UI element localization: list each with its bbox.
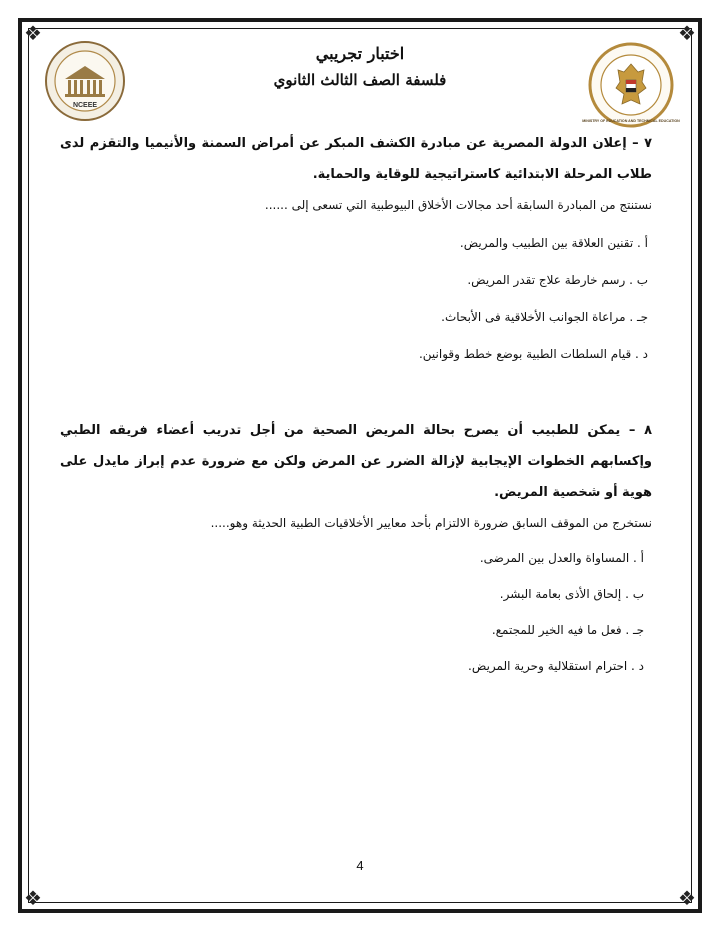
question-heading: ٧ – إعلان الدولة المصرية عن مبادرة الكشف المبكر عن أمراض السمنة والأنيميا والتقزم لدى طلاب المرحلة الابتدائية كاستراتيجية للوقاية والحماية. [60, 136, 652, 182]
ministry-logo [582, 42, 680, 128]
nceee-logo-text: NCEEE [72, 102, 98, 109]
corner-ornament-icon: ❖ [24, 886, 42, 910]
option-b: ب . رسم خارطة علاج تقدر المريض. [467, 273, 648, 287]
exam-header [200, 44, 520, 89]
option-c: جـ . فعل ما فيه الخير للمجتمع. [491, 623, 644, 637]
question-8 [60, 415, 652, 675]
option-a: أ . المساواة والعدل بين المرضى. [479, 551, 644, 565]
question-7 [60, 128, 652, 363]
option-a: أ . تقنين العلاقة بين الطبيب والمريض. [459, 236, 648, 250]
option-c: جـ . مراعاة الجوانب الأخلاقية فى الأبحاث. [441, 310, 648, 324]
nceee-logo [44, 40, 126, 122]
corner-ornament-icon: ❖ [678, 21, 696, 45]
page-number: 4 [356, 858, 364, 873]
corner-ornament-icon: ❖ [678, 886, 696, 910]
exam-title: اختبار تجريبي [315, 44, 405, 63]
option-d: د . قيام السلطات الطبية بوضع خطط وقوانين. [418, 347, 648, 361]
option-b: ب . إلحاق الأذى بعامة البشر. [499, 587, 644, 601]
ministry-logo-text: MINISTRY OF EDUCATION AND TECHNICAL EDUCATION [582, 119, 680, 123]
question-heading: ٨ – يمكن للطبيب أن يصرح بحالة المريض الصحية من أجل تدريب أعضاء فريقه الطبي وإكسابهم الخطوات الإيجابية لإزالة الضرر عن المرض ولكن مع ضرورة عدم إبراز مايدل على هوية أو شخصية المريض. [60, 423, 652, 500]
exam-subject: فلسفة الصف الثالث الثانوي [273, 71, 447, 89]
question-stem: نستنتج من المبادرة السابقة أحد مجالات الأخلاق البيوطبية التي تسعى إلى ...... [264, 198, 652, 212]
option-d: د . احترام استقلالية وحرية المريض. [468, 659, 644, 673]
corner-ornament-icon: ❖ [24, 21, 42, 45]
exam-content [60, 128, 652, 675]
question-stem: نستخرج من الموقف السابق ضرورة الالتزام بأحد معايير الأخلاقيات الطبية الحديثة وهو..... [210, 516, 652, 530]
